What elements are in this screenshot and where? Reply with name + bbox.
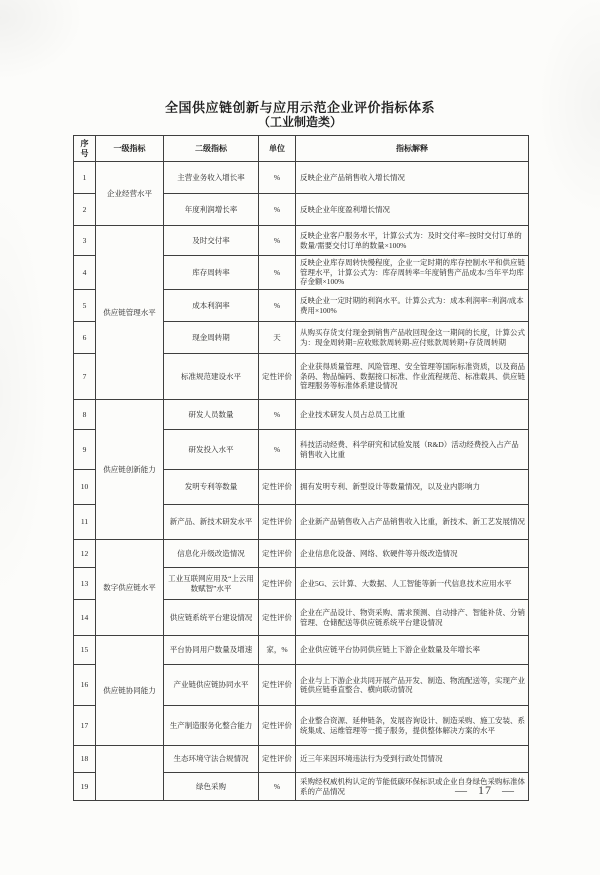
indicator-table [73,135,529,801]
row-number-cell: 6 [74,322,96,354]
table-row [74,162,529,194]
explanation-cell: 企业供应链平台协同供应链上下游企业数量及年增长率 [296,636,529,665]
row-number-cell: 15 [74,636,96,665]
page-number: — 17 — [455,783,515,797]
indicator-cell: 及时交付率 [164,226,259,256]
indicator-cell: 主营业务收入增长率 [164,162,259,194]
row-number-cell: 5 [74,290,96,322]
indicator-cell: 信息化升级改造情况 [164,540,259,568]
row-number-cell: 12 [74,540,96,568]
unit-cell: 定性评价 [259,470,296,505]
row-number-cell: 18 [74,746,96,773]
indicator-cell: 产业链供应链协同水平 [164,665,259,706]
indicator-cell: 现金周转期 [164,322,259,354]
indicator-cell: 成本利润率 [164,290,259,322]
row-number-cell: 10 [74,470,96,505]
table-row [74,746,529,773]
unit-cell: 天 [259,322,296,354]
explanation-cell: 反映企业年度盈利增长情况 [296,194,529,226]
title-line-1: 全国供应链创新与应用示范企业评价指标体系 [164,100,435,115]
row-number-cell: 3 [74,226,96,256]
indicator-cell: 供应链系统平台建设情况 [164,600,259,636]
indicator-cell: 工业互联网应用及“上云用数赋智”水平 [164,568,259,600]
explanation-cell: 企业在产品设计、物资采购、需求预测、自动排产、智能补货、分销管理、仓储配送等供应链系统平台建设情况 [296,600,529,636]
unit-cell: 定性评价 [259,505,296,540]
indicator-cell: 研发投入水平 [164,430,259,470]
unit-cell: 定性评价 [259,540,296,568]
unit-cell: 定性评价 [259,568,296,600]
explanation-cell: 反映企业客户服务水平，计算公式为：及时交付率=按时交付订单的数量/需要交付订单的数量×100% [296,226,529,256]
group-cell-supply-chain-collaboration: 供应链协同能力 [96,636,164,746]
row-number-cell: 1 [74,162,96,194]
unit-cell: % [259,400,296,430]
table-row [74,226,529,256]
group-cell-continued [96,746,164,801]
row-number-cell: 2 [74,194,96,226]
indicator-cell: 新产品、新技术研发水平 [164,505,259,540]
header-level1: 一级指标 [96,136,164,162]
row-number-cell: 9 [74,430,96,470]
explanation-cell: 企业技术研发人员占总员工比重 [296,400,529,430]
unit-cell: % [259,162,296,194]
table-row [74,540,529,568]
group-cell-supply-chain-innovation: 供应链创新能力 [96,400,164,540]
table-header-row [74,136,529,162]
title-line-2: （工业制造类） [257,115,342,129]
row-number-cell: 13 [74,568,96,600]
row-number-cell: 14 [74,600,96,636]
unit-cell: 定性评价 [259,600,296,636]
row-number-cell: 19 [74,773,96,801]
indicator-cell: 库存周转率 [164,256,259,290]
explanation-cell: 从购买存货支付现金到销售产品收回现金这一期间的长度，计算公式为：现金周转期=应收账款周转期-应付账款周转期+存货周转期 [296,322,529,354]
indicator-cell: 绿色采购 [164,773,259,801]
indicator-cell: 生产制造服务化整合能力 [164,706,259,746]
explanation-cell: 企业5G、云计算、大数据、人工智能等新一代信息技术应用水平 [296,568,529,600]
unit-cell: 定性评价 [259,354,296,400]
unit-cell: % [259,773,296,801]
unit-cell: % [259,290,296,322]
indicator-cell: 标准规范建设水平 [164,354,259,400]
header-unit: 单位 [259,136,296,162]
row-number-cell: 11 [74,505,96,540]
explanation-cell: 企业与上下游企业共同开展产品开发、制造、物流配送等，实现产业链供应链垂直整合、横向联动情况 [296,665,529,706]
indicator-cell: 平台协同用户数量及增速 [164,636,259,665]
row-number-cell: 4 [74,256,96,290]
explanation-cell: 反映企业一定时期的利润水平。计算公式为：成本利润率=利润/成本费用×100% [296,290,529,322]
row-number-cell: 8 [74,400,96,430]
unit-cell: % [259,430,296,470]
explanation-cell: 反映企业库存周转快慢程度，企业一定时期的库存控制水平和供应链管理水平，计算公式为：库存周转率=年度销售产品成本/当年平均库存金额×100% [296,256,529,290]
header-explanation: 指标解释 [296,136,529,162]
explanation-cell: 企业整合资源、延伸链条，发展咨询设计、制造采购、施工安装、系统集成、运维管理等一揽子服务，提供整体解决方案的水平 [296,706,529,746]
explanation-cell: 反映企业产品销售收入增长情况 [296,162,529,194]
explanation-cell: 拥有发明专利、新型设计等数量情况，以及业内影响力 [296,470,529,505]
table-row [74,400,529,430]
explanation-cell: 企业获得质量管理、风险管理、安全管理等国际标准资质，以及商品条码、物品编码、数据接口标准、作业流程规范、标准载具、供应链管理服务等标准体系建设情况 [296,354,529,400]
unit-cell: 家，% [259,636,296,665]
unit-cell: 定性评价 [259,665,296,706]
row-number-cell: 7 [74,354,96,400]
group-cell-supply-chain-management: 供应链管理水平 [96,226,164,400]
unit-cell: 定性评价 [259,746,296,773]
indicator-cell: 发明专利等数量 [164,470,259,505]
row-number-cell: 17 [74,706,96,746]
indicator-cell: 生态环境守法合规情况 [164,746,259,773]
table-row [74,636,529,665]
explanation-cell: 企业信息化设备、网络、软硬件等升级改造情况 [296,540,529,568]
unit-cell: % [259,226,296,256]
explanation-cell: 科技活动经费、科学研究和试验发展（R&D）活动经费投入占产品销售收入比重 [296,430,529,470]
group-cell-digital-supply-chain: 数字供应链水平 [96,540,164,636]
header-no: 序号 [74,136,96,162]
row-number-cell: 16 [74,665,96,706]
explanation-cell: 采购经权威机构认定的节能低碳环保标识或企业自身绿色采购标准体系的产品情况 [296,773,529,801]
indicator-cell: 年度利润增长率 [164,194,259,226]
unit-cell: 定性评价 [259,706,296,746]
unit-cell: % [259,256,296,290]
indicator-cell: 研发人员数量 [164,400,259,430]
group-cell-enterprise-operation: 企业经营水平 [96,162,164,226]
header-level2: 二级指标 [164,136,259,162]
explanation-cell: 企业新产品销售收入占产品销售收入比重，新技术、新工艺发展情况 [296,505,529,540]
unit-cell: % [259,194,296,226]
page-title [0,100,600,129]
explanation-cell: 近三年来因环境违法行为受到行政处罚情况 [296,746,529,773]
